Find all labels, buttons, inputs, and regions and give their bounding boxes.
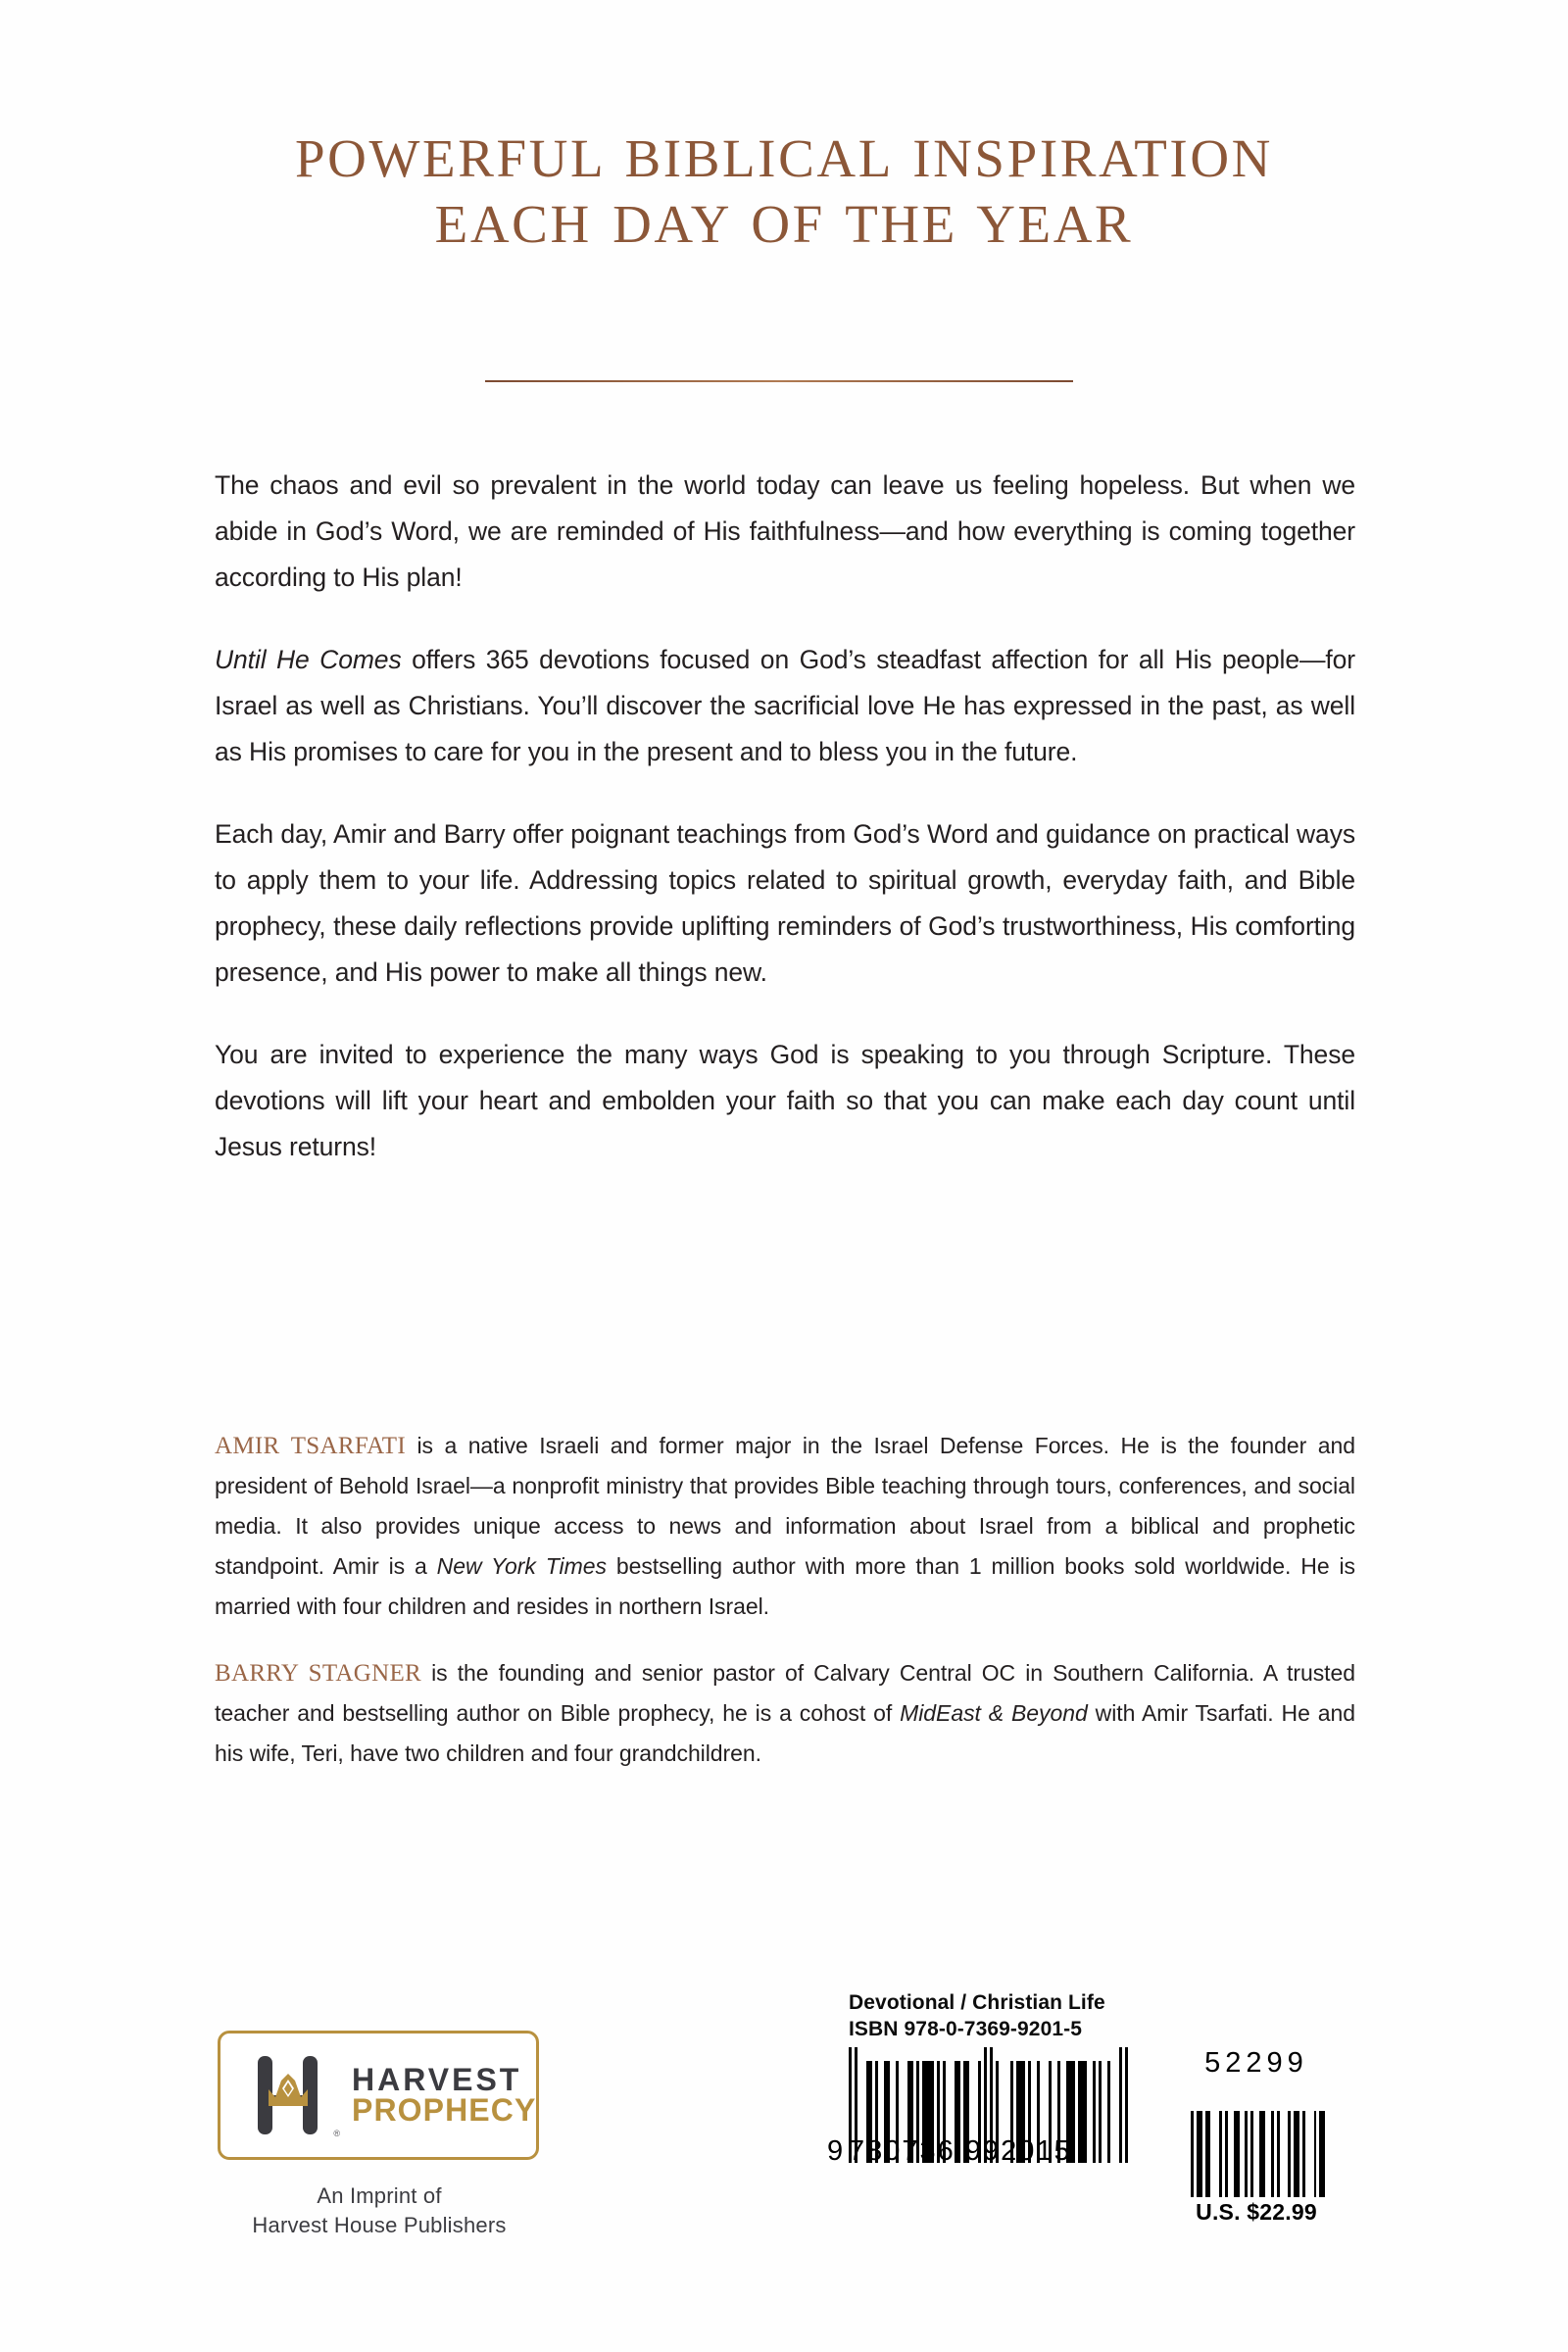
book-title-italic: Until He Comes: [215, 645, 402, 674]
ean13-barcode: [827, 2047, 1152, 2167]
bio-amir-italic: New York Times: [436, 1553, 607, 1579]
bio-barry-stagner: [215, 1653, 1355, 1774]
marketing-copy: [215, 463, 1355, 1170]
ean13-digits: 780736 992015: [849, 2135, 1072, 2167]
logo-word-harvest: HARVEST: [352, 2061, 522, 2097]
bio-barry-text-1: is the founding and senior pastor of Calvary Central OC in Southern California. A trusted teacher and bestselling author on Bible prophecy, he is a cohost of: [215, 1660, 1356, 1726]
bisac-category: Devotional / Christian Life: [849, 1991, 1105, 2014]
bio-barry-italic: MidEast & Beyond: [900, 1700, 1088, 1726]
headline-line-2: EACH DAY OF THE YEAR: [434, 194, 1134, 255]
logo-word-prophecy: PROPHECY: [352, 2092, 537, 2128]
price-text: U.S. $22.99: [1196, 2199, 1317, 2225]
bio-amir-tsarfati: [215, 1426, 1355, 1627]
bio-amir-text-2: bestselling author with more than 1 million books sold worldwide. He is married with four children and resides in northern Israel.: [215, 1553, 1355, 1619]
copy-paragraph-4: You are invited to experience the many ways God is speaking to you through Scripture. These devotions will lift your heart and embolden your faith so that you can make each day count until Jesus returns!: [215, 1040, 1355, 1161]
harvest-h-crown-icon: [246, 2052, 340, 2138]
author-bios: [215, 1426, 1355, 1774]
bio-amir-text-1: is a native Israeli and former major in the Israel Defense Forces. He is the founder and president of Behold Israel—a nonprofit ministry that provides Bible teaching through tours, conferences, and social media. It also provides unique access to news and information about Israel from a biblical and prophetic standpoint. Amir is a: [215, 1433, 1355, 1579]
ean5-addon-barcode: [1188, 2047, 1325, 2226]
ean5-digits: 52299: [1204, 2047, 1308, 2079]
publisher-block: [218, 2031, 541, 2240]
logo-wordmark: [352, 2061, 537, 2128]
imprint-line-2: Harvest House Publishers: [252, 2213, 507, 2237]
bio-barry-text-2: with Amir Tsarfati. He and his wife, Teri, have two children and four grandchildren.: [215, 1700, 1355, 1766]
copy-paragraph-2: [215, 637, 1355, 775]
registered-trademark-icon: ®: [333, 2129, 340, 2138]
barcode-block: [827, 1989, 1339, 2226]
author-name-barry: BARRY STAGNER: [215, 1660, 422, 1687]
ean5-bars: [1188, 2082, 1325, 2197]
author-name-amir: AMIR TSARFATI: [215, 1433, 406, 1459]
crown-icon: [268, 2074, 309, 2109]
imprint-line-1: An Imprint of: [317, 2183, 442, 2208]
copy-paragraph-2-rest: offers 365 devotions focused on God’s steadfast affection for all His people—for Israel as well as Christians. You’ll discover the sacrificial love He has expressed in the past, as well as His promises to care for you in the present and to bless you in the future.: [215, 645, 1355, 766]
harvest-prophecy-logo: [218, 2031, 539, 2160]
headline-line-1: POWERFUL BIBLICAL INSPIRATION: [294, 128, 1273, 188]
ean13-left-digit: 9: [827, 2135, 844, 2167]
imprint-text: [218, 2181, 541, 2240]
page-title: [176, 125, 1392, 257]
barcodes: [827, 2047, 1339, 2226]
headline-divider: [485, 380, 1073, 382]
copy-paragraph-3: Each day, Amir and Barry offer poignant teachings from God’s Word and guidance on practical ways to apply them to your life. Addressing topics related to spiritual growth, everyday faith, and Bible prophecy, these daily reflections provide uplifting reminders of God’s trustworthiness, His comforting presence, and His power to make all things new.: [215, 819, 1355, 987]
copy-paragraph-1: The chaos and evil so prevalent in the world today can leave us feeling hopeless. But when we abide in God’s Word, we are reminded of His faithfulness—and how everything is coming together according to His plan!: [215, 470, 1355, 592]
isbn-text: ISBN 978-0-7369-9201-5: [849, 2018, 1083, 2040]
